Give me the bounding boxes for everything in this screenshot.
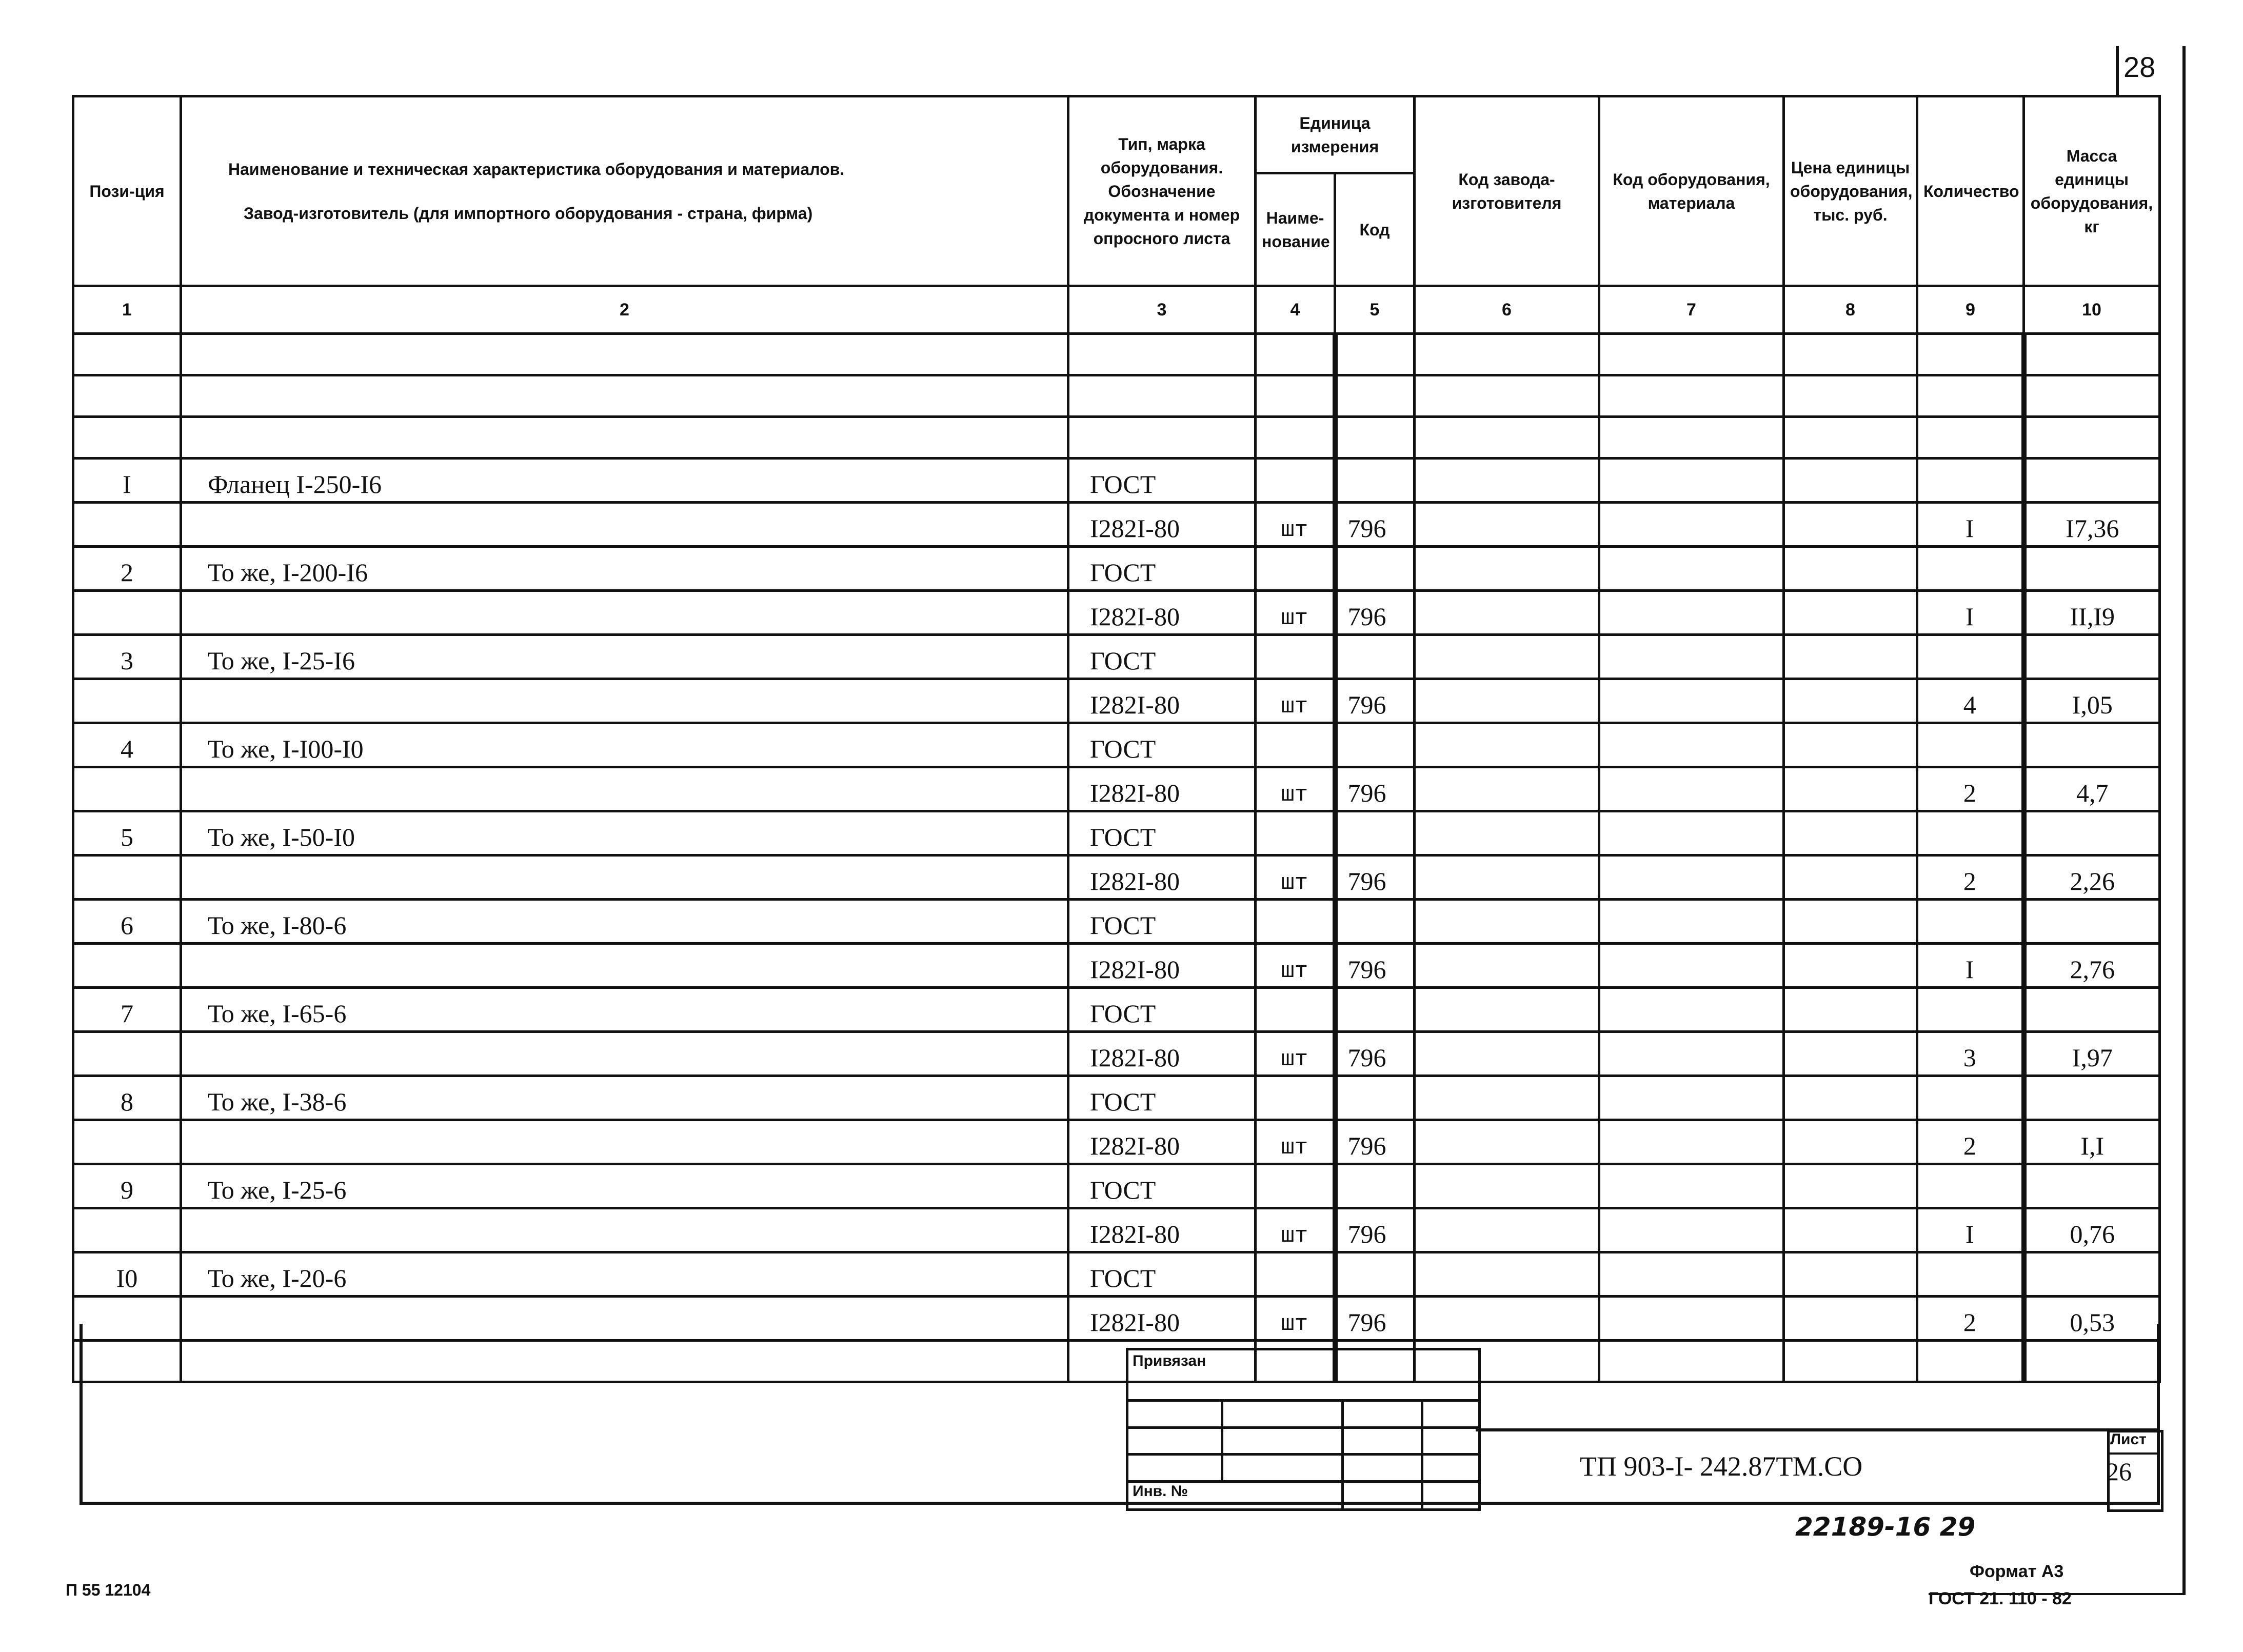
item-row-detail	[73, 591, 2160, 635]
column-number-row	[73, 286, 2160, 334]
item-name: Фланец I-250-I6	[181, 459, 1068, 503]
item-row	[73, 547, 2160, 591]
item-mass: I,I	[2024, 1120, 2160, 1164]
header-manufacturer-code: Код завода-изготовителя	[1415, 96, 1599, 286]
item-name: То же, I-38-6	[181, 1076, 1068, 1120]
item-unit-name: шт	[1256, 1120, 1335, 1164]
header-name	[181, 96, 1068, 286]
item-doc-number: I282I-80	[1068, 944, 1256, 988]
inv-label: Инв. №	[1133, 1483, 1188, 1500]
item-unit-name: шт	[1256, 591, 1335, 635]
item-mass: 2,76	[2024, 944, 2160, 988]
approval-stamp	[1126, 1348, 1481, 1511]
header-type: Тип, марка оборудования. Обозначение документа и номер опросного листа	[1068, 96, 1256, 286]
item-row	[73, 635, 2160, 679]
blank-row	[73, 375, 2160, 417]
item-doc-number: I282I-80	[1068, 1120, 1256, 1164]
blank-row	[73, 334, 2160, 375]
item-doc-number: I282I-80	[1068, 767, 1256, 811]
item-position: 4	[73, 723, 181, 767]
page-number-box-left	[2116, 46, 2119, 95]
item-doc-number: I282I-80	[1068, 1297, 1256, 1341]
header-equipment-code: Код оборудования, материала	[1599, 96, 1784, 286]
column-number: 9	[1917, 286, 2024, 334]
sheet-label: Лист	[2110, 1431, 2147, 1448]
item-doc-number: I282I-80	[1068, 855, 1256, 900]
item-row	[73, 988, 2160, 1032]
column-number: 7	[1599, 286, 1784, 334]
item-mass: 2,26	[2024, 855, 2160, 900]
header-unit-name: Наиме-нование	[1256, 173, 1335, 286]
item-quantity: 2	[1917, 1297, 2024, 1341]
item-name: То же, I-25-I6	[181, 635, 1068, 679]
header-mass: Масса единицы оборудования, кг	[2024, 96, 2160, 286]
item-mass: I7,36	[2024, 503, 2160, 547]
item-unit-name: шт	[1256, 1208, 1335, 1252]
item-doc-standard: ГОСТ	[1068, 1252, 1256, 1297]
bottom-left-code: П 55 12104	[66, 1581, 151, 1599]
attached-label: Привязан	[1133, 1352, 1206, 1369]
item-row-detail	[73, 855, 2160, 900]
stamp-line	[1128, 1426, 1478, 1429]
item-unit-code: 796	[1335, 1032, 1415, 1076]
item-row-detail	[73, 767, 2160, 811]
item-unit-name: шт	[1256, 767, 1335, 811]
item-row	[73, 1164, 2160, 1208]
header-name-line2: Завод-изготовитель (для импортного оборудования - страна, фирма)	[244, 204, 813, 223]
stamp-divider	[1341, 1399, 1344, 1508]
item-position: 7	[73, 988, 181, 1032]
item-quantity: 4	[1917, 679, 2024, 723]
item-doc-number: I282I-80	[1068, 679, 1256, 723]
specification-table	[72, 95, 2161, 1383]
column-number: 5	[1335, 286, 1415, 334]
item-row-detail	[73, 1208, 2160, 1252]
item-doc-standard: ГОСТ	[1068, 723, 1256, 767]
item-name: То же, I-65-6	[181, 988, 1068, 1032]
header-quantity: Количество	[1917, 96, 2024, 286]
item-doc-number: I282I-80	[1068, 1032, 1256, 1076]
item-quantity: 3	[1917, 1032, 2024, 1076]
stamp-divider	[1221, 1399, 1223, 1481]
item-doc-standard: ГОСТ	[1068, 1076, 1256, 1120]
item-row-detail	[73, 679, 2160, 723]
item-mass: I,05	[2024, 679, 2160, 723]
header-name-line1: Наименование и техническая характеристика оборудования и материалов.	[228, 160, 845, 178]
page-number: 28	[2123, 51, 2156, 83]
item-row	[73, 1076, 2160, 1120]
header-position: Пози-ция	[73, 96, 181, 286]
item-row	[73, 1252, 2160, 1297]
column-number: 1	[73, 286, 181, 334]
item-row	[73, 723, 2160, 767]
item-quantity: I	[1917, 591, 2024, 635]
item-unit-code: 796	[1335, 767, 1415, 811]
item-unit-code: 796	[1335, 591, 1415, 635]
stamp-line	[1128, 1399, 1478, 1402]
item-mass: II,I9	[2024, 591, 2160, 635]
header-unit-group: Единица измерения	[1256, 96, 1415, 173]
item-unit-name: шт	[1256, 679, 1335, 723]
item-unit-code: 796	[1335, 1208, 1415, 1252]
item-quantity: 2	[1917, 767, 2024, 811]
handwritten-number: 22189-16 29	[1795, 1512, 1976, 1542]
item-unit-name: шт	[1256, 944, 1335, 988]
item-mass: I,97	[2024, 1032, 2160, 1076]
item-position: 5	[73, 811, 181, 855]
item-doc-standard: ГОСТ	[1068, 988, 1256, 1032]
lower-frame-bottom	[80, 1502, 2158, 1505]
item-row	[73, 900, 2160, 944]
column-number: 6	[1415, 286, 1599, 334]
item-doc-standard: ГОСТ	[1068, 547, 1256, 591]
item-position: 8	[73, 1076, 181, 1120]
item-doc-standard: ГОСТ	[1068, 635, 1256, 679]
column-number: 2	[181, 286, 1068, 334]
item-name: То же, I-I00-I0	[181, 723, 1068, 767]
item-name: То же, I-80-6	[181, 900, 1068, 944]
item-position: I0	[73, 1252, 181, 1297]
stamp-divider	[1421, 1399, 1423, 1508]
item-quantity: 2	[1917, 855, 2024, 900]
item-unit-code: 796	[1335, 944, 1415, 988]
blank-row	[73, 417, 2160, 459]
item-quantity: 2	[1917, 1120, 2024, 1164]
item-quantity: I	[1917, 503, 2024, 547]
item-quantity: I	[1917, 1208, 2024, 1252]
item-mass: 0,76	[2024, 1208, 2160, 1252]
stamp-line	[1128, 1453, 1478, 1456]
item-mass: 4,7	[2024, 767, 2160, 811]
column-number: 4	[1256, 286, 1335, 334]
column-number: 10	[2024, 286, 2160, 334]
item-rows	[73, 459, 2160, 1341]
item-position: 2	[73, 547, 181, 591]
item-quantity: I	[1917, 944, 2024, 988]
item-doc-standard: ГОСТ	[1068, 1164, 1256, 1208]
item-doc-number: I282I-80	[1068, 503, 1256, 547]
item-position: 9	[73, 1164, 181, 1208]
frame-right-line	[2182, 46, 2186, 1595]
blank-row	[73, 1341, 2160, 1382]
item-row	[73, 811, 2160, 855]
item-position: 6	[73, 900, 181, 944]
gost-reference: ГОСТ 21. 110 - 82	[1929, 1589, 2072, 1608]
format-label: Формат А3	[1970, 1562, 2064, 1581]
header-unit-code: Код	[1335, 173, 1415, 286]
item-position: I	[73, 459, 181, 503]
header-row-1	[73, 96, 2160, 173]
item-row-detail	[73, 503, 2160, 547]
item-row-detail	[73, 1120, 2160, 1164]
item-name: То же, I-20-6	[181, 1252, 1068, 1297]
document-code: ТП 903-I- 242.87ТМ.СО	[1580, 1451, 1863, 1482]
item-doc-standard: ГОСТ	[1068, 811, 1256, 855]
item-row-detail	[73, 944, 2160, 988]
item-name: То же, I-200-I6	[181, 547, 1068, 591]
item-row	[73, 459, 2160, 503]
sheet-box-divider	[2107, 1452, 2158, 1455]
item-unit-code: 796	[1335, 1120, 1415, 1164]
lower-frame-left	[80, 1324, 83, 1503]
item-name: То же, I-50-I0	[181, 811, 1068, 855]
item-unit-code: 796	[1335, 1297, 1415, 1341]
item-unit-name: шт	[1256, 1032, 1335, 1076]
item-unit-code: 796	[1335, 679, 1415, 723]
title-block-top	[1476, 1428, 2158, 1431]
item-unit-code: 796	[1335, 503, 1415, 547]
item-position: 3	[73, 635, 181, 679]
item-row-detail	[73, 1032, 2160, 1076]
item-mass: 0,53	[2024, 1297, 2160, 1341]
item-unit-code: 796	[1335, 855, 1415, 900]
item-row-detail	[73, 1297, 2160, 1341]
column-number: 8	[1784, 286, 1917, 334]
header-price: Цена единицы оборудования, тыс. руб.	[1784, 96, 1917, 286]
item-unit-name: шт	[1256, 855, 1335, 900]
item-doc-number: I282I-80	[1068, 1208, 1256, 1252]
item-doc-standard: ГОСТ	[1068, 459, 1256, 503]
item-unit-name: шт	[1256, 503, 1335, 547]
item-doc-number: I282I-80	[1068, 591, 1256, 635]
item-doc-standard: ГОСТ	[1068, 900, 1256, 944]
item-name: То же, I-25-6	[181, 1164, 1068, 1208]
item-unit-name: шт	[1256, 1297, 1335, 1341]
sheet-value: 26	[2106, 1457, 2132, 1486]
column-number: 3	[1068, 286, 1256, 334]
